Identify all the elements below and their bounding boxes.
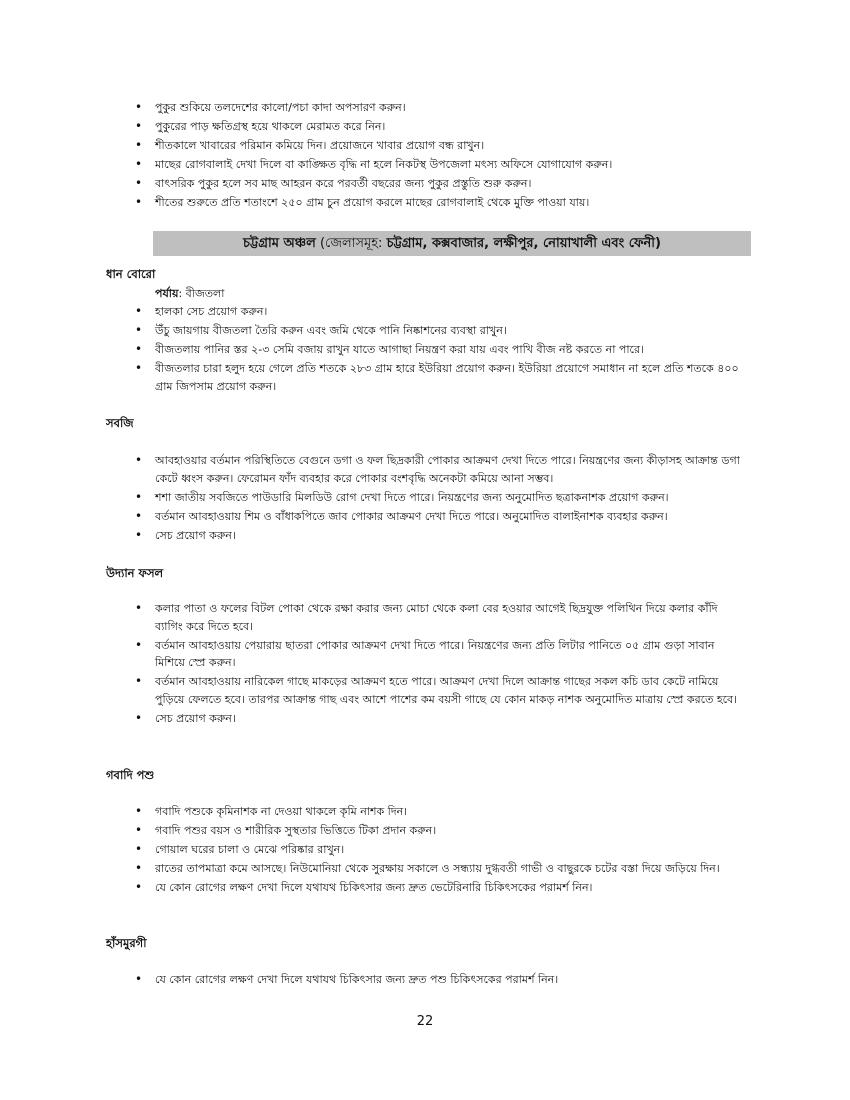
list-item: • যে কোন রোগের লক্ষণ দেখা দিলে যথাযথ চিকিৎসার জন্য দ্রুত ভেটেরিনারি চিকিৎসকের পরামর্শ নিন। bbox=[133, 879, 753, 897]
section-heading-horticulture: উদ্যান ফসল bbox=[106, 566, 164, 580]
list-item: • কলার পাতা ও ফলের বিটল পোকা থেকে রক্ষা করার জন্য মোচা থেকে কলা বের হওয়ার আগেই ছিদ্রযুক্ত পলিথিন দিয়ে কলার কাঁদি ব্যাগিং করে দিতে হবে। bbox=[133, 600, 743, 635]
list-item: • বর্তমান আবহাওয়ায় নারিকেল গাছে মাকড়ের আক্রমণ হতে পারে। আক্রমণ দেখা দিলে আক্রান্ত গাছের সকল কচি ডাব কেটে নামিয়ে পুড়িয়ে ফেলতে হবে। তারপর আক্রান্ত গাছ এবং আশে পাশের কম বয়সী গাছে যে কোন মাকড় নাশক অনুমোদিত মাত্রায় স্প্রে করতে হবে। bbox=[133, 673, 743, 708]
list-item: • আবহাওয়ার বর্তমান পরিস্থিতিতে বেগুনে ডগা ও ফল ছিদ্রকারী পোকার আক্রমণ দেখা দিতে পারে। নিয়ন্ত্রণের জন্য কীড়াসহ আক্রান্ত ডগা কেটে ধ্বংস করুন। ফেরোমন ফাঁদ ব্যবহার করে পোকার বংশবৃদ্ধি অনেকটা কমিয়ে আনা সম্ভব। bbox=[133, 452, 753, 487]
list-item: • শীতকালে খাবারের পরিমান কমিয়ে দিন। প্রয়োজনে খাবার প্রয়োগ বন্ধ রাখুন। bbox=[133, 137, 733, 155]
livestock-list bbox=[133, 803, 753, 898]
list-item: • বর্তমান আবহাওয়ায় শিম ও বাঁধাকপিতে জাব পোকার আক্রমণ দেখা দিতে পারে। অনুমোদিত বালাইনাশক ব্যবহার করুন। bbox=[133, 508, 753, 526]
list-item: • শশা জাতীয় সবজিতে পাউডারি মিলডিউ রোগ দেখা দিতে পারে। নিয়ন্ত্রণের জন্য অনুমোদিত ছত্রাকনাশক প্রয়োগ করুন। bbox=[133, 489, 753, 507]
section-heading-livestock: গবাদি পশু bbox=[106, 768, 155, 782]
vegetables-list bbox=[133, 452, 753, 546]
list-item: • বীজতলায় পানির স্তর ২-৩ সেমি বজায় রাখুন যাতে আগাছা নিয়ন্ত্রণ করা যায় এবং পাখি বীজ নষ্ট করতে না পারে। bbox=[133, 341, 753, 359]
section-heading-vegetables: সবজি bbox=[106, 416, 134, 430]
region-name: চট্টগ্রাম অঞ্চল bbox=[243, 236, 316, 251]
list-item: • শীতের শুরুতে প্রতি শতাংশে ২৫০ গ্রাম চুন প্রয়োগ করলে মাছের রোগবালাই থেকে মুক্তি পাওয়া যায়। bbox=[133, 194, 733, 212]
stage-value: : বীজতলা bbox=[178, 287, 225, 300]
list-item: • সেচ প্রয়োগ করুন। bbox=[133, 710, 743, 728]
list-item: • মাছের রোগবালাই দেখা দিলে বা কাঙ্ক্ষিত বৃদ্ধি না হলে নিকটস্থ উপজেলা মৎস্য অফিসে যোগাযোগ করুন। bbox=[133, 156, 733, 174]
poultry-list bbox=[133, 971, 753, 990]
section-heading-poultry: হাঁসমুরগী bbox=[106, 936, 147, 950]
list-item: • উঁচু জায়গায় বীজতলা তৈরি করুন এবং জমি থেকে পানি নিষ্কাশনের ব্যবস্থা রাখুন। bbox=[133, 322, 753, 340]
list-item: • সেচ প্রয়োগ করুন। bbox=[133, 527, 753, 545]
region-banner bbox=[153, 231, 751, 256]
page-number: 22 bbox=[416, 1014, 434, 1029]
list-item: • বর্তমান আবহাওয়ায় পেয়ারায় ছাতরা পোকার আক্রমণ দেখা দিতে পারে। নিয়ন্ত্রণের জন্য প্রতি লিটার পানিতে ০৫ গ্রাম গুড়া সাবান মিশিয়ে স্প্রে করুন। bbox=[133, 637, 743, 672]
list-item: • গবাদি পশুকে কৃমিনাশক না দেওয়া থাকলে কৃমি নাশক দিন। bbox=[133, 803, 753, 821]
list-item: • হালকা সেচ প্রয়োগ করুন। bbox=[133, 303, 753, 321]
list-item: • গোয়াল ঘরের চালা ও মেঝে পরিষ্কার রাখুন। bbox=[133, 841, 753, 859]
list-item: • বীজতলার চারা হলুদ হয়ে গেলে প্রতি শতকে ২৮৩ গ্রাম হারে ইউরিয়া প্রয়োগ করুন। ইউরিয়া প্রয়োগে সমাধান না হলে প্রতি শতকে ৪০০ গ্রাম জিপসাম প্রয়োগ করুন। bbox=[133, 360, 753, 395]
list-item: • পুকুরের পাড় ক্ষতিগ্রস্থ হয়ে থাকলে মেরামত করে নিন। bbox=[133, 118, 733, 136]
list-item: • রাতের তাপমাত্রা কমে আসছে। নিউমোনিয়া থেকে সুরক্ষায় সকালে ও সন্ধ্যায় দুগ্ধবতী গাভী ও বাছুরকে চটের বস্তা দিয়ে জড়িয়ে দিন। bbox=[133, 860, 753, 878]
pond-list bbox=[133, 99, 733, 213]
rice-stage bbox=[155, 285, 224, 304]
list-item: • পুকুর শুকিয়ে তলদেশের কালো/পচা কাদা অপসারণ করুন। bbox=[133, 99, 733, 117]
horticulture-list bbox=[133, 600, 743, 729]
list-item: • বাৎসরিক পুকুর হলে সব মাছ আহরন করে পরবর্তী বছরের জন্য পুকুর প্রস্তুতি শুরু করুন। bbox=[133, 175, 733, 193]
list-item: • গবাদি পশুর বয়স ও শারীরিক সুস্থতার ভিত্তিতে টিকা প্রদান করুন। bbox=[133, 822, 753, 840]
region-districts-label: (জেলাসমূহ: bbox=[319, 236, 383, 251]
list-item: • যে কোন রোগের লক্ষণ দেখা দিলে যথাযথ চিকিৎসার জন্য দ্রুত পশু চিকিৎসকের পরামর্শ নিন। bbox=[133, 971, 753, 989]
rice-list bbox=[133, 303, 753, 397]
stage-label: পর্যায় bbox=[155, 287, 179, 300]
region-districts: চট্টগ্রাম, কক্সবাজার, লক্ষীপুর, নোয়াখালী এবং ফেনী) bbox=[386, 236, 661, 251]
section-heading-rice: ধান বোরো bbox=[106, 267, 156, 281]
